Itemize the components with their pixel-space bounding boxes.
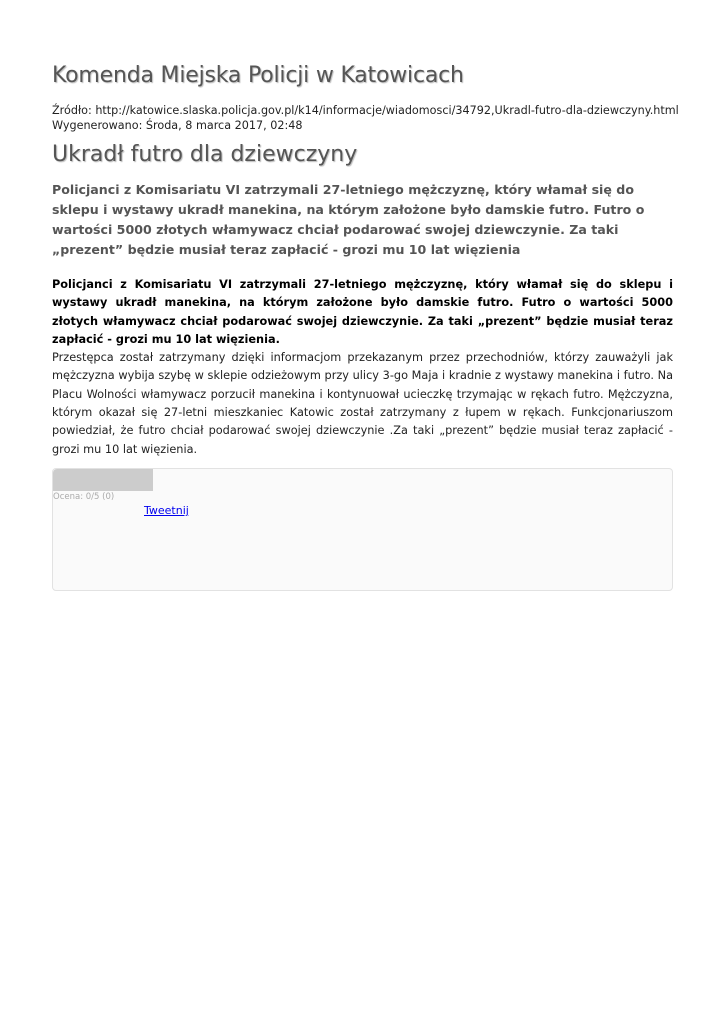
- tweet-link[interactable]: Tweetnij: [144, 504, 189, 517]
- generated-line: Wygenerowano: Środa, 8 marca 2017, 02:48: [52, 118, 303, 132]
- article-body: [52, 276, 673, 459]
- article-body-bold: Policjanci z Komisariatu VI zatrzymali 27-letniego mężczyznę, który włamał się do sklepu i wystawy ukradł manekina, na którym założone było damskie futro. Futro o wartości 5000 złotych włamywacz chciał podarować swojej dziewczynie. Za taki „prezent” będzie musiał teraz zapłacić - grozi mu 10 lat więzienia.: [52, 278, 673, 346]
- meta-info: [52, 104, 679, 133]
- article-body-text: Przestępca został zatrzymany dzięki informacjom przekazanym przez przechodniów, którzy zauważyli jak mężczyzna wybija szybę w sklepie odzieżowym przy ulicy 3-go Maja i kradnie z wystawy manekina i futro. Na Placu Wolności włamywacz porzucił manekina i kontynuował ucieczkę trzymając w rękach futro. Mężczyzna, którym okazał się 27-letni mieszkaniec Katowic został zatrzymany z łupem w rękach. Funkcjonariuszom powiedział, że futro chciał podarować swojej dziewczynie .Za taki „prezent” będzie musiał teraz zapłacić - grozi mu 10 lat więzienia.: [52, 351, 673, 456]
- site-title: Komenda Miejska Policji w Katowicach: [52, 63, 464, 88]
- source-line: Źródło: http://katowice.slaska.policja.gov.pl/k14/informacje/wiadomosci/34792,Ukradl-futro-dla-dziewczyny.html: [52, 104, 679, 117]
- rating-label: Ocena: 0/5 (0): [53, 492, 115, 502]
- rating-stars[interactable]: [53, 469, 153, 491]
- article-lead: Policjanci z Komisariatu VI zatrzymali 27-letniego mężczyznę, który włamał się do sklepu i wystawy ukradł manekina, na którym założone było damskie futro. Futro o wartości 5000 złotych włamywacz chciał podarować swojej dziewczynie. Za taki „prezent” będzie musiał teraz zapłacić - grozi mu 10 lat więzienia: [52, 182, 645, 257]
- rating-box: [52, 468, 673, 591]
- article-title: Ukradł futro dla dziewczyny: [52, 142, 358, 167]
